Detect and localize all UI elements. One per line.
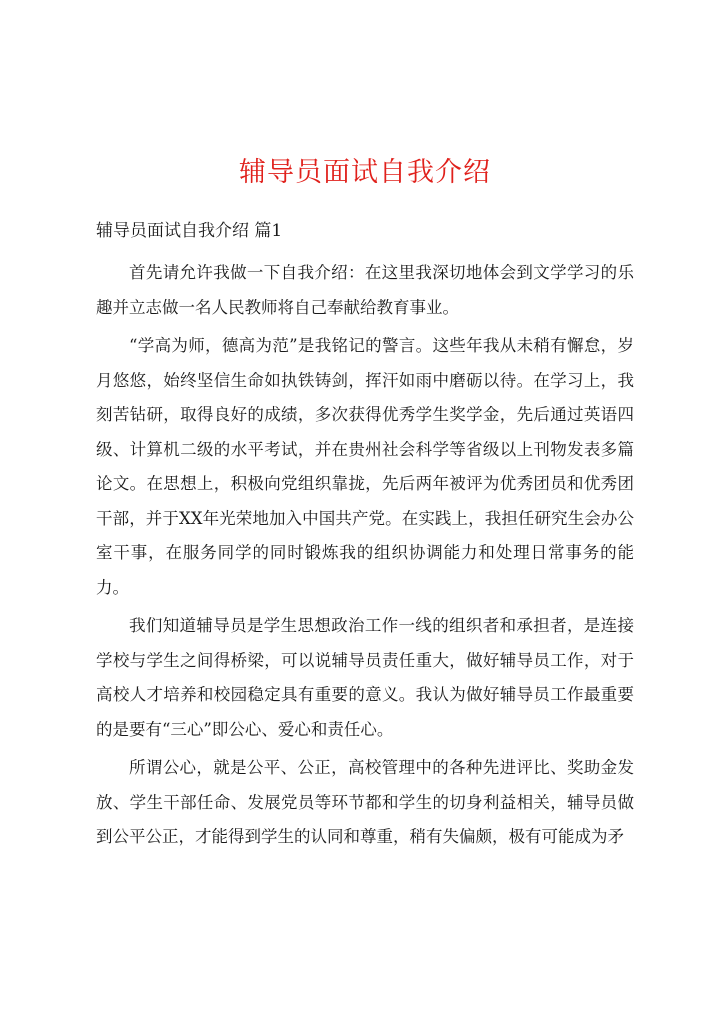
paragraph-4: 所谓公心，就是公平、公正，高校管理中的各种先进评比、奖助金发放、学生干部任命、发展党员等环节都和学生的切身利益相关，辅导员做到公平公正，才能得到学生的认同和尊重，稍有失偏颇，极有可能成为矛	[96, 758, 634, 846]
section-heading: 辅导员面试自我介绍 篇1	[96, 221, 283, 241]
paragraph-2: “学高为师，德高为范”是我铭记的警言。这些年我从未稍有懈怠，岁月悠悠，始终坚信生命如执铁铸剑，挥汗如雨中磨砺以待。在学习上，我刻苦钻研，取得良好的成绩，多次获得优秀学生奖学金，先后通过英语四级、计算机二级的水平考试，并在贵州社会科学等省级以上刊物发表多篇论文。在思想上，积极向党组织靠拢，先后两年被评为优秀团员和优秀团干部，并于XX年光荣地加入中国共产党。在实践上，我担任研究生会办公室干事，在服务同学的同时锻炼我的组织协调能力和处理日常事务的能力。	[96, 336, 634, 597]
paragraph-1: 首先请允许我做一下自我介绍：在这里我深切地体会到文学学习的乐趣并立志做一名人民教师将自己奉献给教育事业。	[96, 263, 634, 317]
paragraph-3: 我们知道辅导员是学生思想政治工作一线的组织者和承担者，是连接学校与学生之间得桥梁，可以说辅导员责任重大，做好辅导员工作，对于高校人才培养和校园稳定具有重要的意义。我认为做好辅导员工作最重要的是要有“三心”即公心、爱心和责任心。	[96, 616, 634, 739]
document-title: 辅导员面试自我介绍	[239, 157, 491, 188]
document-body	[96, 256, 634, 859]
